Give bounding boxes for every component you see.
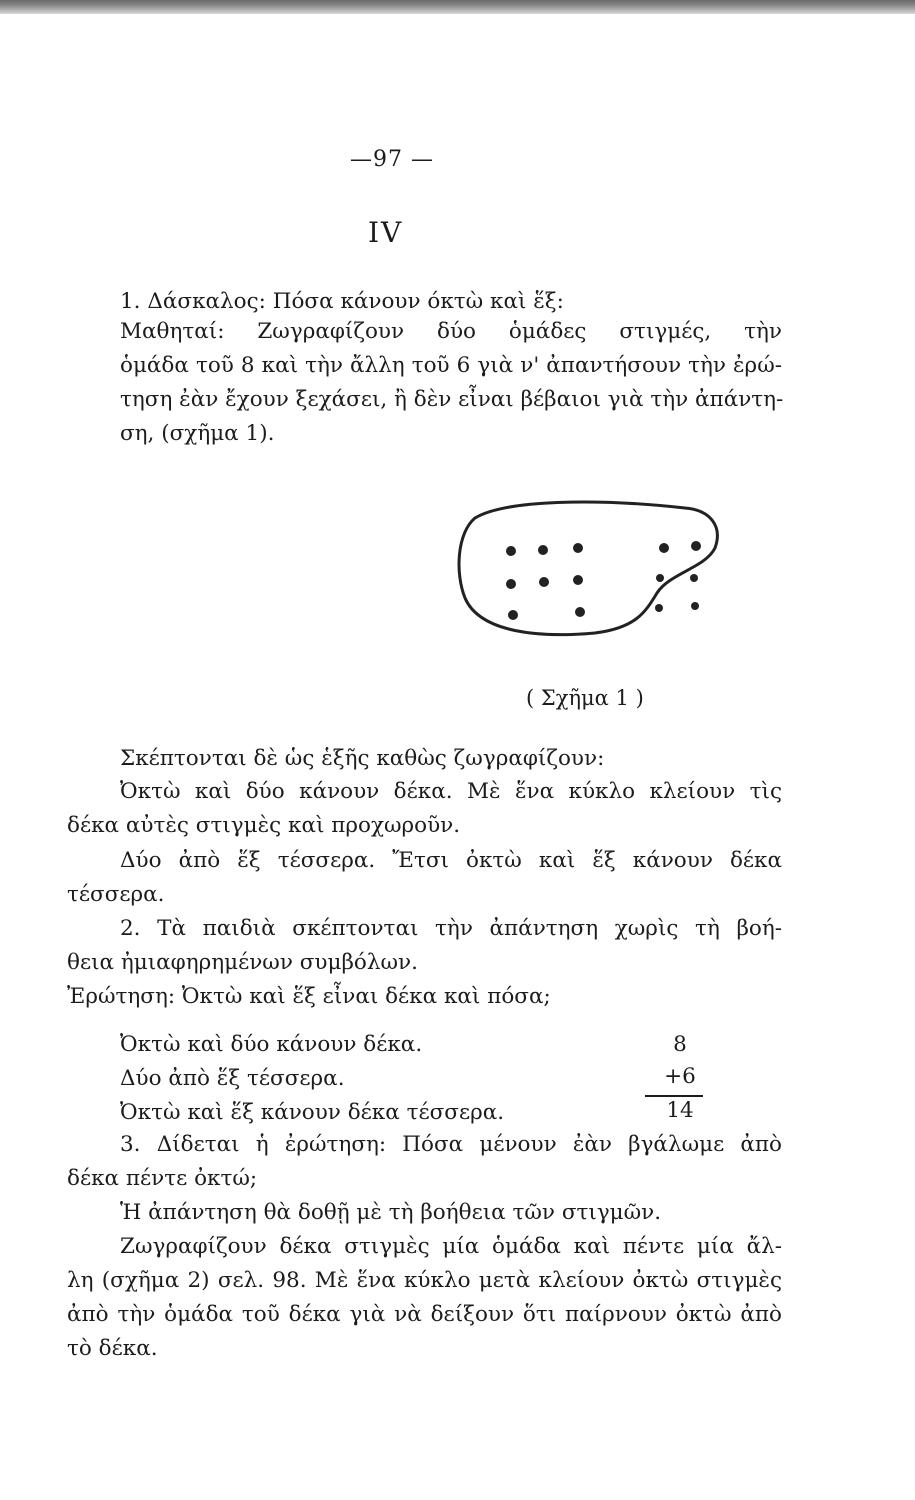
text-line: Ἡ ἀπάντηση θὰ δοθῇ μὲ τὴ βοήθεια τῶν στιγμῶν. <box>120 1200 662 1225</box>
text-line: Ὀκτὼ καὶ δύο κάνουν δέκα. Μὲ ἕνα κύκλο κλείουν τὶς <box>120 779 782 804</box>
text-line: δέκα αὐτὲς στιγμὲς καὶ προχωροῦν. <box>67 813 461 838</box>
calc-addend-2: +6 <box>664 1064 696 1089</box>
text-line: τέσσερα. <box>67 882 165 907</box>
chapter-heading: IV <box>368 216 404 249</box>
text-line: ση, (σχῆμα 1). <box>120 421 275 446</box>
text-line: λη (σχῆμα 2) σελ. 98. Μὲ ἕνα κύκλο μετὰ κλείουν ὀκτὼ στιγμὲς <box>67 1268 782 1293</box>
text-line: Δύο ἀπὸ ἕξ τέσσερα. <box>120 1066 345 1091</box>
text-line: τηση ἐὰν ἔχουν ξεχάσει, ἢ δὲν εἶναι βέβαιοι γιὰ τὴν ἀπάντη- <box>120 387 784 412</box>
text-line: Ἐρώτηση: Ὀκτὼ καὶ ἕξ εἶναι δέκα καὶ πόσα; <box>67 984 551 1009</box>
figure-caption: ( Σχῆμα 1 ) <box>526 686 644 710</box>
text-line: 3. Δίδεται ἡ ἐρώτηση: Πόσα μένουν ἐὰν βγάλωμε ἀπὸ <box>120 1132 782 1157</box>
calc-result: 14 <box>666 1098 694 1123</box>
text-line: 2. Τὰ παιδιὰ σκέπτονται τὴν ἀπάντηση χωρὶς τὴ βοή- <box>120 916 782 941</box>
calc-addend-1: 8 <box>673 1032 687 1057</box>
text-line: ἀπὸ τὴν ὁμάδα τοῦ δέκα γιὰ νὰ δείξουν ὅτι παίρνουν ὀκτὼ ἀπὸ <box>67 1302 782 1327</box>
text-line: Δύο ἀπὸ ἕξ τέσσερα. Ἔτσι ὀκτὼ καὶ ἕξ κάνουν δέκα <box>120 848 782 873</box>
text-line: Σκέπτονται δὲ ὡς ἑξῆς καθὼς ζωγραφίζουν: <box>120 746 605 771</box>
text-line: θεια ἠμιαφηρημένων συμβόλων. <box>67 950 418 975</box>
text-line: τὸ δέκα. <box>67 1336 158 1361</box>
text-line: Μαθηταί: Ζωγραφίζουν δύο ὁμάδες στιγμές, τὴν <box>120 319 782 344</box>
page-number: —97 — <box>350 147 434 172</box>
text-line: ὁμάδα τοῦ 8 καὶ τὴν ἄλλη τοῦ 6 γιὰ ν' ἀπαντήσουν τὴν ἐρώ- <box>120 353 782 378</box>
text-line: Ὀκτὼ καὶ δύο κάνουν δέκα. <box>120 1032 423 1057</box>
figure-dot-groups <box>445 488 745 668</box>
text-line: 1. Δάσκαλος: Πόσα κάνουν όκτὼ καὶ ἕξ: <box>120 289 564 314</box>
text-line: Ζωγραφίζουν δέκα στιγμὲς μία ὁμάδα καὶ πέντε μία ἄλ- <box>120 1234 782 1259</box>
text-line: δέκα πέντε ὀκτώ; <box>67 1166 258 1191</box>
text-line: Ὀκτὼ καὶ ἕξ κάνουν δέκα τέσσερα. <box>120 1100 505 1125</box>
